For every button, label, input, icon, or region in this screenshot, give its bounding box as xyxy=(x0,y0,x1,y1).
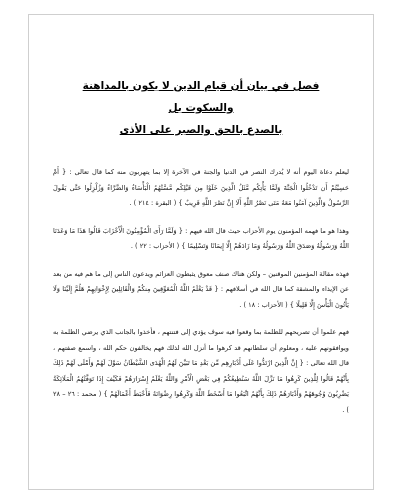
document-body xyxy=(53,165,349,426)
section-heading xyxy=(29,75,373,141)
heading-line-1: فصل في بيان أن قيام الدين لا يكون بالمداهنة والسكوت بل xyxy=(82,80,320,114)
document-page xyxy=(28,14,374,490)
heading-line-2: بالصدع بالحق والصبر على الأذى xyxy=(119,124,283,136)
paragraph-4: فهم علموا أن تصريحهم للظلمة بما وقعوا فيه سوف يؤدي إلى فتنتهم ، فأخذوا بالجانب الذي يرضي الظلمة به ويوافقونهم عليه ، ومعلوم أن سلطانهم قد كرهوا ما أنزل الله لذلك فهم يخالفون حكم الله ، واسمع صفتهم ، قال الله تعالى : { إِنَّ الَّذِينَ ارْتَدُّوا عَلَى أَدْبَارِهِم مِّن بَعْدِ مَا تَبَيَّنَ لَهُمُ الْهُدَى الشَّيْطَانُ سَوَّلَ لَهُمْ وَأَمْلَى لَهُمْ ذَلِكَ بِأَنَّهُمْ قَالُوا لِلَّذِينَ كَرِهُوا مَا نَزَّلَ اللَّهُ سَنُطِيعُكُمْ فِي بَعْضِ الْأَمْرِ وَاللَّهُ يَعْلَمُ إِسْرَارَهُمْ فَكَيْفَ إِذَا تَوَفَّتْهُمُ الْمَلَائِكَةُ يَضْرِبُونَ وُجُوهَهُمْ وَأَدْبَارَهُمْ ذَلِكَ بِأَنَّهُمُ اتَّبَعُوا مَا أَسْخَطَ اللَّهَ وَكَرِهُوا رِضْوَانَهُ فَأَحْبَطَ أَعْمَالَهُمْ } ( محمد : ٢٦ – ٢٨ ) . xyxy=(53,328,349,414)
paragraph-3: فهذه مقالة المؤمنين الموقنين – ولكن هناك صنف معوق يثبطون العزائم ويدعون الناس إلى ما هم فيه من بعد عن الإيذاء والمشقة كما قال الله في أسلافهم : { قَدْ يَعْلَمُ اللَّهُ الْمُعَوِّقِينَ مِنكُمْ وَالْقَائِلِينَ لِإِخْوَانِهِمْ هَلُمَّ إِلَيْنَا وَلَا يَأْتُونَ الْبَأْسَ إِلَّا قَلِيلًا } ( الأحزاب : ١٨ ) . xyxy=(53,269,349,309)
paragraph-1: ليعلم دعاة اليوم أنه لا يُدرك النصر في الدنيا والجنة في الآخرة إلا بما يتهربون منه كما قال تعالى : { أَمْ حَسِبْتُمْ أَن تَدْخُلُوا الْجَنَّةَ وَلَمَّا يَأْتِكُم مَّثَلُ الَّذِينَ خَلَوْا مِن قَبْلِكُم مَّسَّتْهُمُ الْبَأْسَاءُ وَالضَّرَّاءُ وَزُلْزِلُوا حَتَّى يَقُولَ الرَّسُولُ وَالَّذِينَ آمَنُوا مَعَهُ مَتَى نَصْرُ اللَّهِ أَلَا إِنَّ نَصْرَ اللَّهِ قَرِيبٌ } ( البقرة : ٢١٤ ) . xyxy=(53,168,349,207)
paragraph-2: وهذا هو ما فهمه المؤمنون يوم الأحزاب حيث قال الله فيهم : { وَلَمَّا رَأَى الْمُؤْمِنُونَ الْأَحْزَابَ قَالُوا هَذَا مَا وَعَدَنَا اللَّهُ وَرَسُولُهُ وَصَدَقَ اللَّهُ وَرَسُولُهُ وَمَا زَادَهُمْ إِلَّا إِيمَانًا وَتَسْلِيمًا } ( الأحزاب : ٢٢ ) . xyxy=(53,226,349,250)
